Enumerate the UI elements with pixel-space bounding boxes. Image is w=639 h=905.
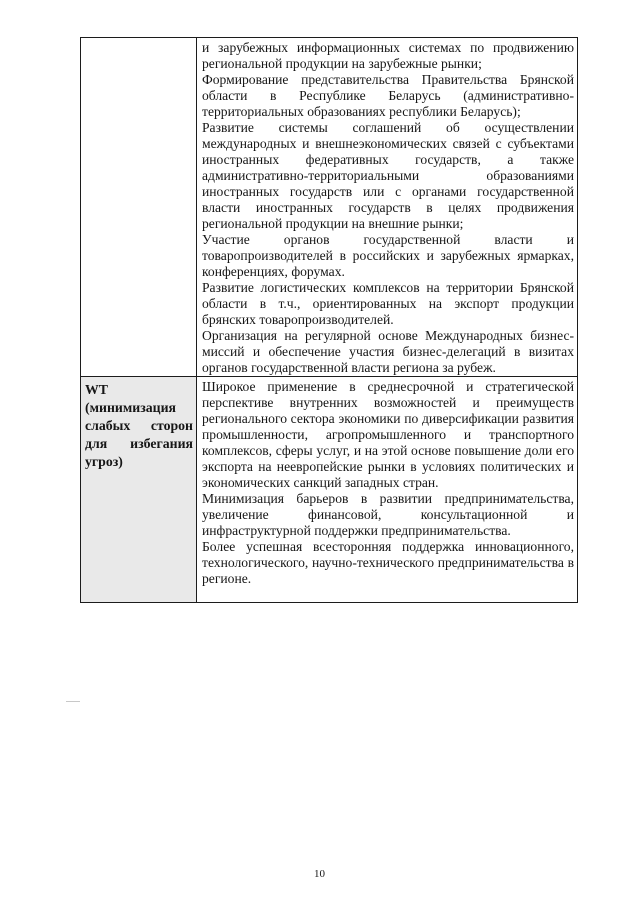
strategy-measures-cell	[197, 38, 578, 377]
measure-paragraph: и зарубежных информационных системах по продвижению региональной продукции на зарубежные рынки;	[202, 40, 574, 71]
table-row	[81, 377, 578, 603]
measure-paragraph: Формирование представительства Правительства Брянской области в Республике Беларусь (административно-территориальных образованиях республики Беларусь);	[202, 72, 574, 119]
page-number: 10	[314, 868, 325, 880]
measure-paragraph: Развитие системы соглашений об осуществлении международных и внешнеэкономических связей с субъектами иностранных федеративных государств, а также административно-территориальными образованиями иностранных государств или с органами государственной власти иностранных государств в целях продвижения региональной продукции на внешние рынки;	[202, 120, 574, 231]
swot-strategy-table	[80, 37, 578, 603]
table-row	[81, 38, 578, 377]
scan-artifact	[66, 701, 80, 702]
measure-paragraph: Организация на регулярной основе Международных бизнес-миссий и обеспечение участия бизнес-делегаций в визитах органов государственной власти региона за рубеж.	[202, 328, 574, 375]
wt-strategy-label: WT (минимизация слабых сторон для избегания угроз)	[85, 382, 193, 469]
strategy-measures-cell	[197, 377, 578, 603]
strategy-label-cell	[81, 377, 197, 603]
measure-paragraph: Участие органов государственной власти и товаропроизводителей в российских и зарубежных ярмарках, конференциях, форумах.	[202, 232, 574, 279]
measure-paragraph: Развитие логистических комплексов на территории Брянской области в т.ч., ориентированных на экспорт продукции брянских товаропроизводителей.	[202, 280, 574, 327]
measures-list	[202, 40, 574, 376]
measure-paragraph: Минимизация барьеров в развитии предпринимательства, увеличение финансовой, консультационной и инфраструктурной поддержки предпринимательства.	[202, 491, 574, 538]
strategy-label	[85, 41, 193, 42]
measures-list	[202, 379, 574, 587]
strategy-label-cell	[81, 38, 197, 377]
measure-paragraph: Более успешная всесторонняя поддержка инновационного, технологического, научно-технического предпринимательства в регионе.	[202, 539, 574, 586]
measure-paragraph: Широкое применение в среднесрочной и стратегической перспективе внутренних возможностей и преимуществ регионального сектора экономики по диверсификации развития промышленности, агропромышленного и транспортного комплексов, сферы услуг, и на этой основе повышение доли его экспорта на неевропейские рынки в условиях политических и экономических санкций западных стран.	[202, 379, 574, 490]
